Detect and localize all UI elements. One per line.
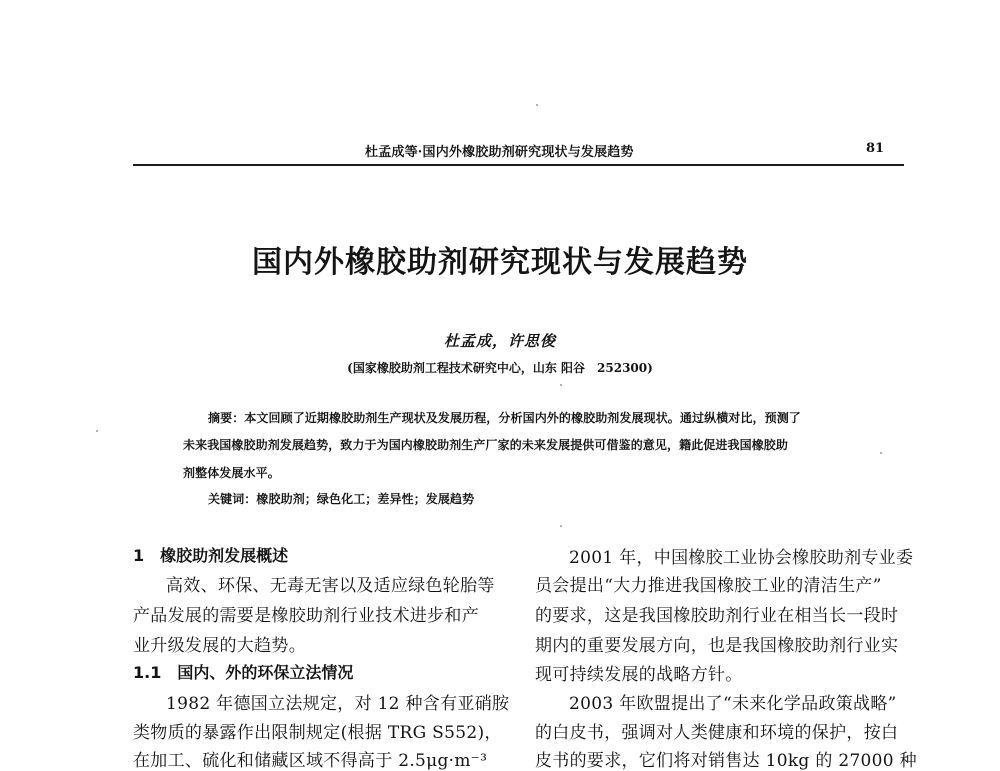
header-rule xyxy=(133,164,904,166)
paragraph-line: 2003 年欧盟提出了“未来化学品政策战略” xyxy=(569,694,897,714)
paragraph-line: 2001 年，中国橡胶工业协会橡胶助剂专业委 xyxy=(569,548,914,568)
paragraph-line: 的要求，这是我国橡胶助剂行业在相当长一段时 xyxy=(535,606,899,626)
paragraph-line: 期内的重要发展方向，也是我国橡胶助剂行业实 xyxy=(535,636,899,656)
authors: 杜孟成，许思俊 xyxy=(443,332,556,350)
paper-title: 国内外橡胶助剂研究现状与发展趋势 xyxy=(252,245,748,280)
running-head: 杜孟成等·国内外橡胶助剂研究现状与发展趋势 xyxy=(365,145,634,160)
scan-speck xyxy=(96,430,98,432)
paragraph-line: 皮书的要求，它们将对销售达 10kg 的 27000 种 xyxy=(535,751,917,771)
scan-speck xyxy=(880,452,882,454)
section-heading-1: 1 橡胶助剂发展概述 xyxy=(133,546,289,565)
abstract-line: 未来我国橡胶助剂发展趋势，致力于为国内橡胶助剂生产厂家的未来发展提供可借鉴的意见，籍此促进我国橡胶助 xyxy=(183,438,789,452)
affiliation: (国家橡胶助剂工程技术研究中心，山东 阳谷 252300) xyxy=(347,361,653,375)
page-number: 81 xyxy=(866,141,885,156)
paragraph-line: 员会提出“大力推进我国橡胶工业的清洁生产” xyxy=(535,576,882,596)
paragraph-line: 在加工、硫化和储藏区域不得高于 2.5μg·m⁻³ xyxy=(133,751,488,771)
scan-speck xyxy=(560,384,562,386)
scan-speck xyxy=(536,104,538,106)
paragraph-line: 业升级发展的大趋势。 xyxy=(133,636,306,656)
keywords: 关键词：橡胶助剂；绿色化工；差异性；发展趋势 xyxy=(208,492,475,506)
paragraph-line: 产品发展的需要是橡胶助剂行业技术进步和产 xyxy=(133,606,479,626)
section-heading-1-1: 1.1 国内、外的环保立法情况 xyxy=(133,663,354,682)
paragraph-line: 的白皮书，强调对人类健康和环境的保护，按白 xyxy=(535,723,899,743)
abstract-line: 摘要：本文回顾了近期橡胶助剂生产现状及发展历程，分析国内外的橡胶助剂发展现状。通过纵横对比，预测了 xyxy=(208,411,801,425)
paragraph-line: 1982 年德国立法规定，对 12 种含有亚硝胺 xyxy=(166,694,510,714)
scan-speck xyxy=(560,525,562,527)
paragraph-line: 现可持续发展的战略方针。 xyxy=(535,665,743,685)
paragraph-line: 高效、环保、无毒无害以及适应绿色轮胎等 xyxy=(166,576,495,596)
paragraph-line: 类物质的暴露作出限制规定(根据 TRG S552)， xyxy=(133,723,502,743)
abstract-line: 剂整体发展水平。 xyxy=(183,466,280,480)
